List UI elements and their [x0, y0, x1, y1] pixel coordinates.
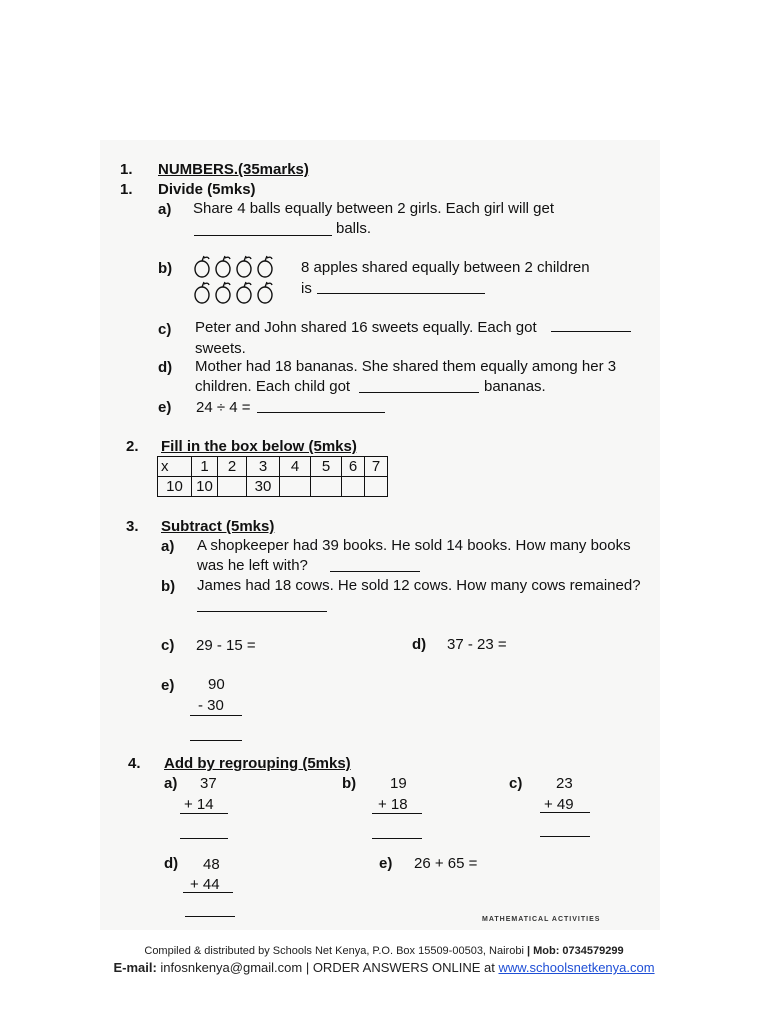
q4a-top: 37	[200, 775, 217, 792]
q4d-bottom: + 44	[190, 876, 220, 893]
q4a-answer-line[interactable]	[180, 838, 228, 839]
q1b-letter: b)	[158, 260, 173, 277]
q1a-text: Share 4 balls equally between 2 girls. Each girl will get	[193, 200, 555, 217]
table-cell: 3	[247, 457, 280, 477]
table-cell[interactable]	[342, 477, 365, 497]
cut-off-header-text: MATHEMATICAL ACTIVITIES	[482, 916, 601, 923]
apple-icon	[258, 282, 272, 303]
q3d-text: 37 - 23 =	[447, 636, 507, 653]
q3a-answer-line[interactable]	[330, 571, 420, 572]
q1a-suffix: balls.	[336, 220, 372, 237]
q4-number: 4.	[128, 755, 141, 772]
q1c-answer-line[interactable]	[551, 331, 631, 332]
website-link[interactable]: www.schoolsnetkenya.com	[498, 960, 655, 975]
q3b-letter: b)	[161, 578, 176, 595]
table-cell: 10	[158, 477, 192, 497]
table-cell: 2	[218, 457, 247, 477]
q4b-letter: b)	[342, 775, 357, 792]
q1a-letter: a)	[158, 201, 172, 218]
table-cell: 5	[311, 457, 342, 477]
q4a-rule	[180, 813, 228, 814]
q2-title: Fill in the box below (5mks)	[161, 438, 357, 455]
q4e-letter: e)	[379, 855, 393, 872]
table-cell[interactable]	[365, 477, 388, 497]
q4-title: Add by regrouping (5mks)	[164, 755, 351, 772]
q1c-line2: sweets.	[195, 340, 246, 357]
q3-title: Subtract (5mks)	[161, 518, 275, 535]
multiplication-table	[157, 456, 388, 497]
table-cell: 7	[365, 457, 388, 477]
apple-icon	[237, 256, 251, 277]
q4c-rule	[540, 812, 590, 813]
table-cell[interactable]	[218, 477, 247, 497]
q4d-answer-line[interactable]	[185, 916, 235, 917]
q3e-rule	[190, 715, 242, 716]
footer-line1	[0, 945, 768, 957]
table-cell: x	[158, 457, 192, 477]
q3b-answer-line[interactable]	[197, 611, 327, 612]
q3a-line2: was he left with?	[197, 557, 308, 574]
q4a-letter: a)	[164, 775, 178, 792]
apple-icon	[216, 256, 230, 277]
q4b-top: 19	[390, 775, 407, 792]
footer-email-text: infosnkenya@gmail.com | ORDER ANSWERS ONLINE at	[160, 960, 495, 975]
q3c-letter: c)	[161, 637, 175, 654]
q1-title: Divide (5mks)	[158, 181, 256, 198]
section-title: NUMBERS.(35marks)	[158, 161, 309, 178]
q3e-top: 90	[208, 676, 225, 693]
table-cell: 30	[247, 477, 280, 497]
table-cell: 10	[192, 477, 218, 497]
q4c-top: 23	[556, 775, 573, 792]
q1e-answer-line[interactable]	[257, 412, 385, 413]
footer-line2	[0, 960, 768, 975]
apple-icon	[237, 282, 251, 303]
q2-number: 2.	[126, 438, 139, 455]
apples-illustration	[192, 254, 282, 306]
q1b-suffix: is	[301, 280, 312, 297]
table-cell: 4	[280, 457, 311, 477]
q4d-top: 48	[203, 856, 220, 873]
q1a-answer-line[interactable]	[194, 235, 332, 236]
footer-mobile: | Mob: 0734579299	[526, 945, 624, 957]
q3c-text: 29 - 15 =	[196, 637, 256, 654]
q3a-text: A shopkeeper had 39 books. He sold 14 books. How many books	[197, 537, 631, 554]
footer-publisher: Compiled & distributed by Schools Net Kenya, P.O. Box 15509-00503, Nairobi	[144, 945, 524, 957]
q1e-letter: e)	[158, 399, 172, 416]
table-cell[interactable]	[280, 477, 311, 497]
q1d-text: Mother had 18 bananas. She shared them equally among her 3	[195, 358, 617, 375]
q4c-bottom: + 49	[544, 796, 574, 813]
q3a-letter: a)	[161, 538, 175, 555]
q1b-answer-line[interactable]	[317, 293, 485, 294]
q1d-suffix: bananas.	[484, 378, 546, 395]
table-row	[158, 457, 388, 477]
apple-icon	[195, 282, 209, 303]
q3d-letter: d)	[412, 636, 427, 653]
q1b-text: 8 apples shared equally between 2 children	[301, 259, 590, 276]
q1d-line2: children. Each child got	[195, 378, 351, 395]
q3e-letter: e)	[161, 677, 175, 694]
footer-email-label: E-mail:	[113, 960, 157, 975]
apple-icon	[216, 282, 230, 303]
q1e-text: 24 ÷ 4 =	[196, 399, 251, 416]
q1d-letter: d)	[158, 359, 173, 376]
q4b-bottom: + 18	[378, 796, 408, 813]
q4e-text: 26 + 65 =	[414, 855, 478, 872]
q4c-answer-line[interactable]	[540, 836, 590, 837]
apple-icon	[195, 256, 209, 277]
q4a-bottom: + 14	[184, 796, 214, 813]
q3e-answer-line[interactable]	[190, 740, 242, 741]
q4d-letter: d)	[164, 855, 179, 872]
table-cell: 6	[342, 457, 365, 477]
q1d-answer-line[interactable]	[359, 392, 479, 393]
q4b-rule	[372, 813, 422, 814]
q4d-rule	[183, 892, 233, 893]
table-cell[interactable]	[311, 477, 342, 497]
q1-number: 1.	[120, 181, 133, 198]
q3e-bottom: - 30	[198, 697, 224, 714]
q4c-letter: c)	[509, 775, 523, 792]
apple-icon	[258, 256, 272, 277]
table-cell: 1	[192, 457, 218, 477]
q1c-letter: c)	[158, 321, 172, 338]
table-row	[158, 477, 388, 497]
q4b-answer-line[interactable]	[372, 838, 422, 839]
q1c-text: Peter and John shared 16 sweets equally. Each got	[195, 319, 537, 336]
section-number: 1.	[120, 161, 133, 178]
q3b-text: James had 18 cows. He sold 12 cows. How many cows remained?	[197, 577, 641, 594]
q3-number: 3.	[126, 518, 139, 535]
